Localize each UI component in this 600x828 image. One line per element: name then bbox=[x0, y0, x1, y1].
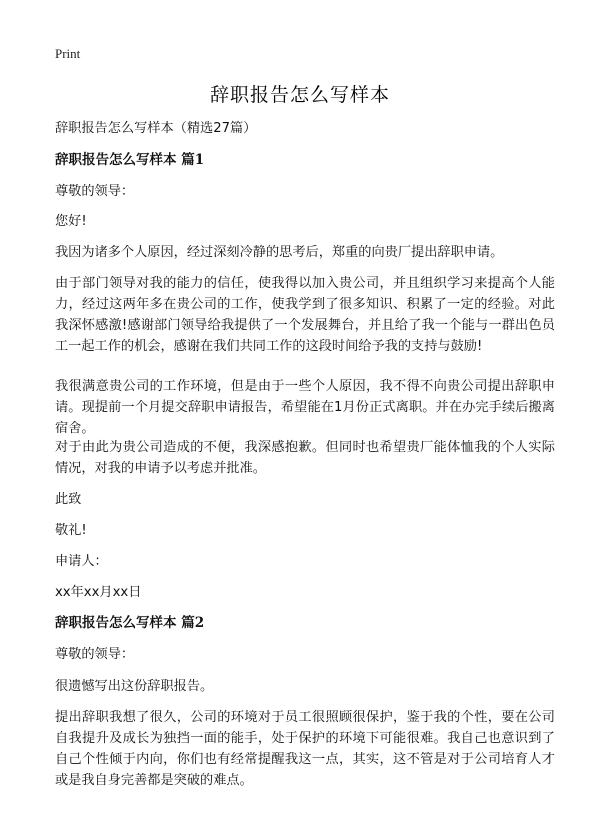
paragraph-1-4: 对于由此为贵公司造成的不便，我深感抱歉。但同时也希望贵厂能体恤我的个人实际情况，对我的申请予以考虑并批准。 bbox=[55, 440, 555, 476]
closing-line-1: 此致 bbox=[55, 492, 82, 507]
print-label[interactable]: Print bbox=[55, 46, 81, 61]
paragraph-1-2: 由于部门领导对我的能力的信任，使我得以加入贵公司，并且组织学习来提高个人能力，经过这两年多在贵公司的工作，使我学到了很多知识、积累了一定的经验。对此我深怀感激!感谢部门领导给我提供了一个发展舞台，并且给了我一个能与一群出色员工一起工作的机会，感谢在我们共同工作的这段时间给予我的支持与鼓励! bbox=[55, 276, 555, 354]
closing-line-2: 敬礼! bbox=[55, 523, 87, 538]
applicant-label: 申请人： bbox=[55, 554, 108, 569]
document-title: 辞职报告怎么写样本 bbox=[209, 84, 390, 106]
document-subtitle: 辞职报告怎么写样本（精选27篇） bbox=[55, 121, 257, 136]
salutation-1: 尊敬的领导： bbox=[55, 184, 135, 199]
paragraph-1-3: 我很满意贵公司的工作环境，但是由于一些个人原因，我不得不向贵公司提出辞职申请。现提前一个月提交辞职申请报告，希望能在1月份正式离职。并在办完手续后搬离宿舍。 bbox=[55, 379, 555, 436]
paragraph-2-1: 很遗憾写出这份辞职报告。 bbox=[55, 679, 214, 694]
paragraph-2-2: 提出辞职我想了很久，公司的环境对于员工很照顾很保护，鉴于我的个性，要在公司自我提升及成长为独挡一面的能手，处于保护的环境下可能很难。我自己也意识到了自己个性倾于内向，你们也有经常提醒我这一点，其实，这不管是对于公司培育人才或是我自身完善都是突破的难点。 bbox=[55, 710, 555, 788]
section-heading-1: 辞职报告怎么写样本 篇1 bbox=[55, 152, 205, 168]
date-line: xx年xx月xx日 bbox=[55, 585, 142, 600]
salutation-2: 尊敬的领导： bbox=[55, 647, 135, 662]
greeting: 您好! bbox=[55, 214, 87, 229]
paragraph-1-1: 我因为诸多个人原因，经过深刻冷静的思考后，郑重的向贵厂提出辞职申请。 bbox=[55, 245, 504, 260]
section-heading-2: 辞职报告怎么写样本 篇2 bbox=[55, 615, 205, 631]
